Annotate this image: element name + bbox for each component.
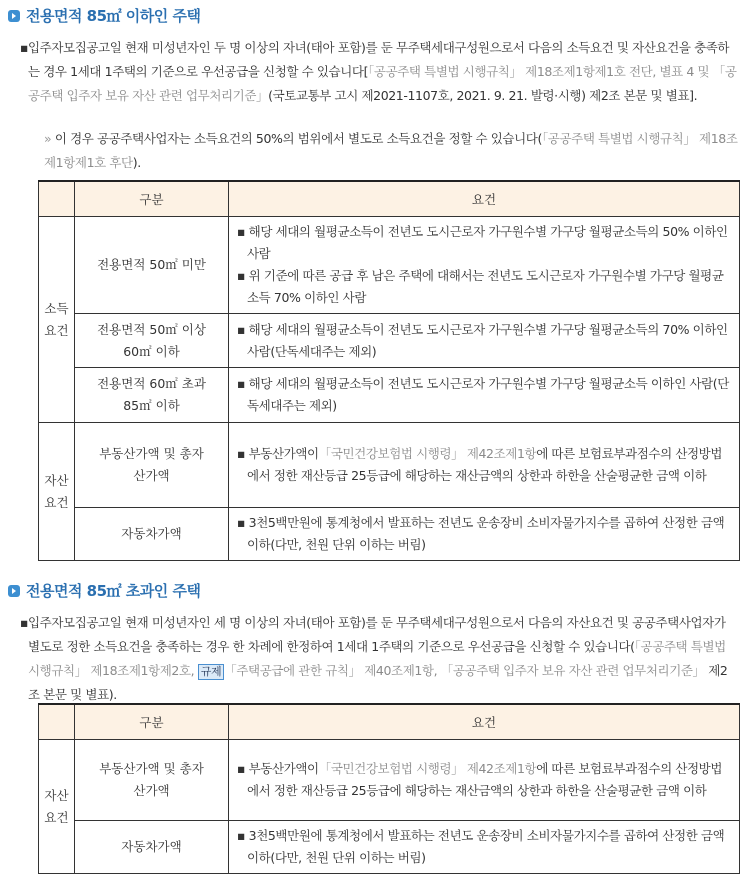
law-link[interactable]: 「공공주택 특별법 시행규칙」 제18조제1항제1호 후단 <box>44 131 738 170</box>
law-link[interactable]: 「공공주택 특별법 시행규칙」 제18조제1항제1호 전단, 별표 4 및 「공공주택 입주자 보유 자산 관련 업무처리기준」 <box>28 64 737 103</box>
text: 입주자모집공고일 현재 미성년자인 두 명 이상의 자녀(태아 포함)를 둔 무주택세대구성원으로서 다음의 소득요건 및 자산요건을 충족하는 경우 1세대 1주택의 기준으로 우선공급을 신청할 수 있습니다[ <box>28 40 730 79</box>
list-item: ▪ 해당 세대의 월평균소득이 전년도 도시근로자 가구원수별 가구당 월평균소득의 70% 이하인 사람(단독세대주는 제외) <box>237 321 728 359</box>
header-category: 구분 <box>75 181 229 217</box>
arrow-bullet-icon <box>8 585 20 597</box>
group-income: 소득 요건 <box>39 217 75 423</box>
header-category: 구분 <box>75 704 229 740</box>
row-key: 전용면적 60㎡ 초과 85㎡ 이하 <box>75 368 229 423</box>
text: 제2조 본문 및 별표). <box>28 663 728 702</box>
text: 이 경우 공공주택사업자는 소득요건의 50%의 범위에서 별도로 소득요건을 정할 수 있습니다( <box>54 131 542 146</box>
list-item: ▪ 해당 세대의 월평균소득이 전년도 도시근로자 가구원수별 가구당 월평균소득 이하인 사람(단독세대주는 제외) <box>237 376 729 413</box>
row-key: 전용면적 50㎡ 이상 60㎡ 이하 <box>75 314 229 368</box>
note-1: » 이 경우 공공주택사업자는 소득요건의 50%의 범위에서 별도로 소득요건을 정할 수 있습니다(「공공주택 특별법 시행규칙」 제18조제1항제1호 후단). <box>44 131 738 170</box>
section-heading-2 <box>8 580 200 601</box>
group-asset: 자산 요건 <box>39 423 75 561</box>
list-item: ▪ 부동산가액이「국민건강보험법 시행령」 제42조제1항에 따른 보험료부과점수의 산정방법에서 정한 재산등급 25등급에 해당하는 재산금액의 상한과 하한을 산술평균한 금액 이하 <box>237 446 723 483</box>
paragraph-2: ▪ 입주자모집공고일 현재 미성년자인 세 명 이상의 자녀(태아 포함)를 둔 무주택세대구성원으로서 다음의 자산요건 및 공공주택사업자가 별도로 정한 소득요건을 충족하는 경우 한 차례에 한정하여 1세대 1주택의 기준으로 우선공급을 신청할 수 있습니다(「공공주택 특별법 시행규칙」 제18조제1항제2호, 규제 「주택공급에 관한 규칙」 제40조제1항, 「공공주택 입주자 보유 자산 관련 업무처리기준」 제2조 본문 및 별표). <box>20 615 728 702</box>
asset-table <box>38 703 740 874</box>
row-key: 부동산가액 및 총자산가액 <box>75 740 229 821</box>
list-item: ▪ 3천5백만원에 통계청에서 발표하는 전년도 운송장비 소비자물가지수를 곱하여 산정한 금액 이하(다만, 천원 단위 이하는 버림) <box>237 828 725 865</box>
list-item: ▪ 해당 세대의 월평균소득이 전년도 도시근로자 가구원수별 가구당 월평균소득의 50% 이하인 사람 <box>237 224 728 261</box>
group-asset: 자산 요건 <box>39 740 75 874</box>
section-title: 전용면적 85㎡ 초과인 주택 <box>26 582 201 600</box>
law-link[interactable]: 「국민건강보험법 시행령」 제42조제1항 <box>318 446 537 461</box>
row-key: 자동차가액 <box>75 508 229 561</box>
income-asset-table <box>38 180 740 561</box>
law-link[interactable]: 「주택공급에 관한 규칙」 제40조제1항, 「공공주택 입주자 보유 자산 관련 업무처리기준」 <box>224 663 705 678</box>
text: ). <box>132 155 141 170</box>
arrow-bullet-icon <box>8 10 20 22</box>
list-item: ▪ 부동산가액이「국민건강보험법 시행령」 제42조제1항에 따른 보험료부과점수의 산정방법에서 정한 재산등급 25등급에 해당하는 재산금액의 상한과 하한을 산술평균한 금액 이하 <box>237 761 723 798</box>
row-key: 전용면적 50㎡ 미만 <box>75 217 229 314</box>
paragraph-1: ▪ 입주자모집공고일 현재 미성년자인 두 명 이상의 자녀(태아 포함)를 둔 무주택세대구성원으로서 다음의 소득요건 및 자산요건을 충족하는 경우 1세대 1주택의 기준으로 우선공급을 신청할 수 있습니다[「공공주택 특별법 시행규칙」 제18조제1항제1호 전단, 별표 4 및 「공공주택 입주자 보유 자산 관련 업무처리기준」(국토교통부 고시 제2021-1107호, 2021. 9. 21. 발령·시행) 제2조 본문 및 별표]. <box>20 40 737 103</box>
law-link[interactable]: 「국민건강보험법 시행령」 제42조제1항 <box>318 761 537 776</box>
header-requirement: 요건 <box>229 181 740 217</box>
row-key: 자동차가액 <box>75 821 229 874</box>
header-requirement: 요건 <box>229 704 740 740</box>
section-heading-1 <box>8 5 200 26</box>
list-item: ▪ 위 기준에 따른 공급 후 남은 주택에 대해서는 전년도 도시근로자 가구원수별 가구당 월평균소득 70% 이하인 사람 <box>237 268 724 305</box>
law-link[interactable]: 「공공주택 특별법 시행규칙」 제18조제1항제2호, <box>28 639 726 678</box>
text: (국토교통부 고시 제2021-1107호, 2021. 9. 21. 발령·시행) 제2조 본문 및 별표]. <box>268 88 698 103</box>
row-key: 부동산가액 및 총자산가액 <box>75 423 229 508</box>
text: 입주자모집공고일 현재 미성년자인 세 명 이상의 자녀(태아 포함)를 둔 무주택세대구성원으로서 다음의 자산요건 및 공공주택사업자가 별도로 정한 소득요건을 충족하는 경우 한 차례에 한정하여 1세대 1주택의 기준으로 우선공급을 신청할 수 있습니다( <box>28 615 726 654</box>
list-item: ▪ 3천5백만원에 통계청에서 발표하는 전년도 운송장비 소비자물가지수를 곱하여 산정한 금액 이하(다만, 천원 단위 이하는 버림) <box>237 515 725 552</box>
section-title: 전용면적 85㎡ 이하인 주택 <box>26 7 201 25</box>
regulation-tag[interactable]: 규제 <box>198 664 224 680</box>
